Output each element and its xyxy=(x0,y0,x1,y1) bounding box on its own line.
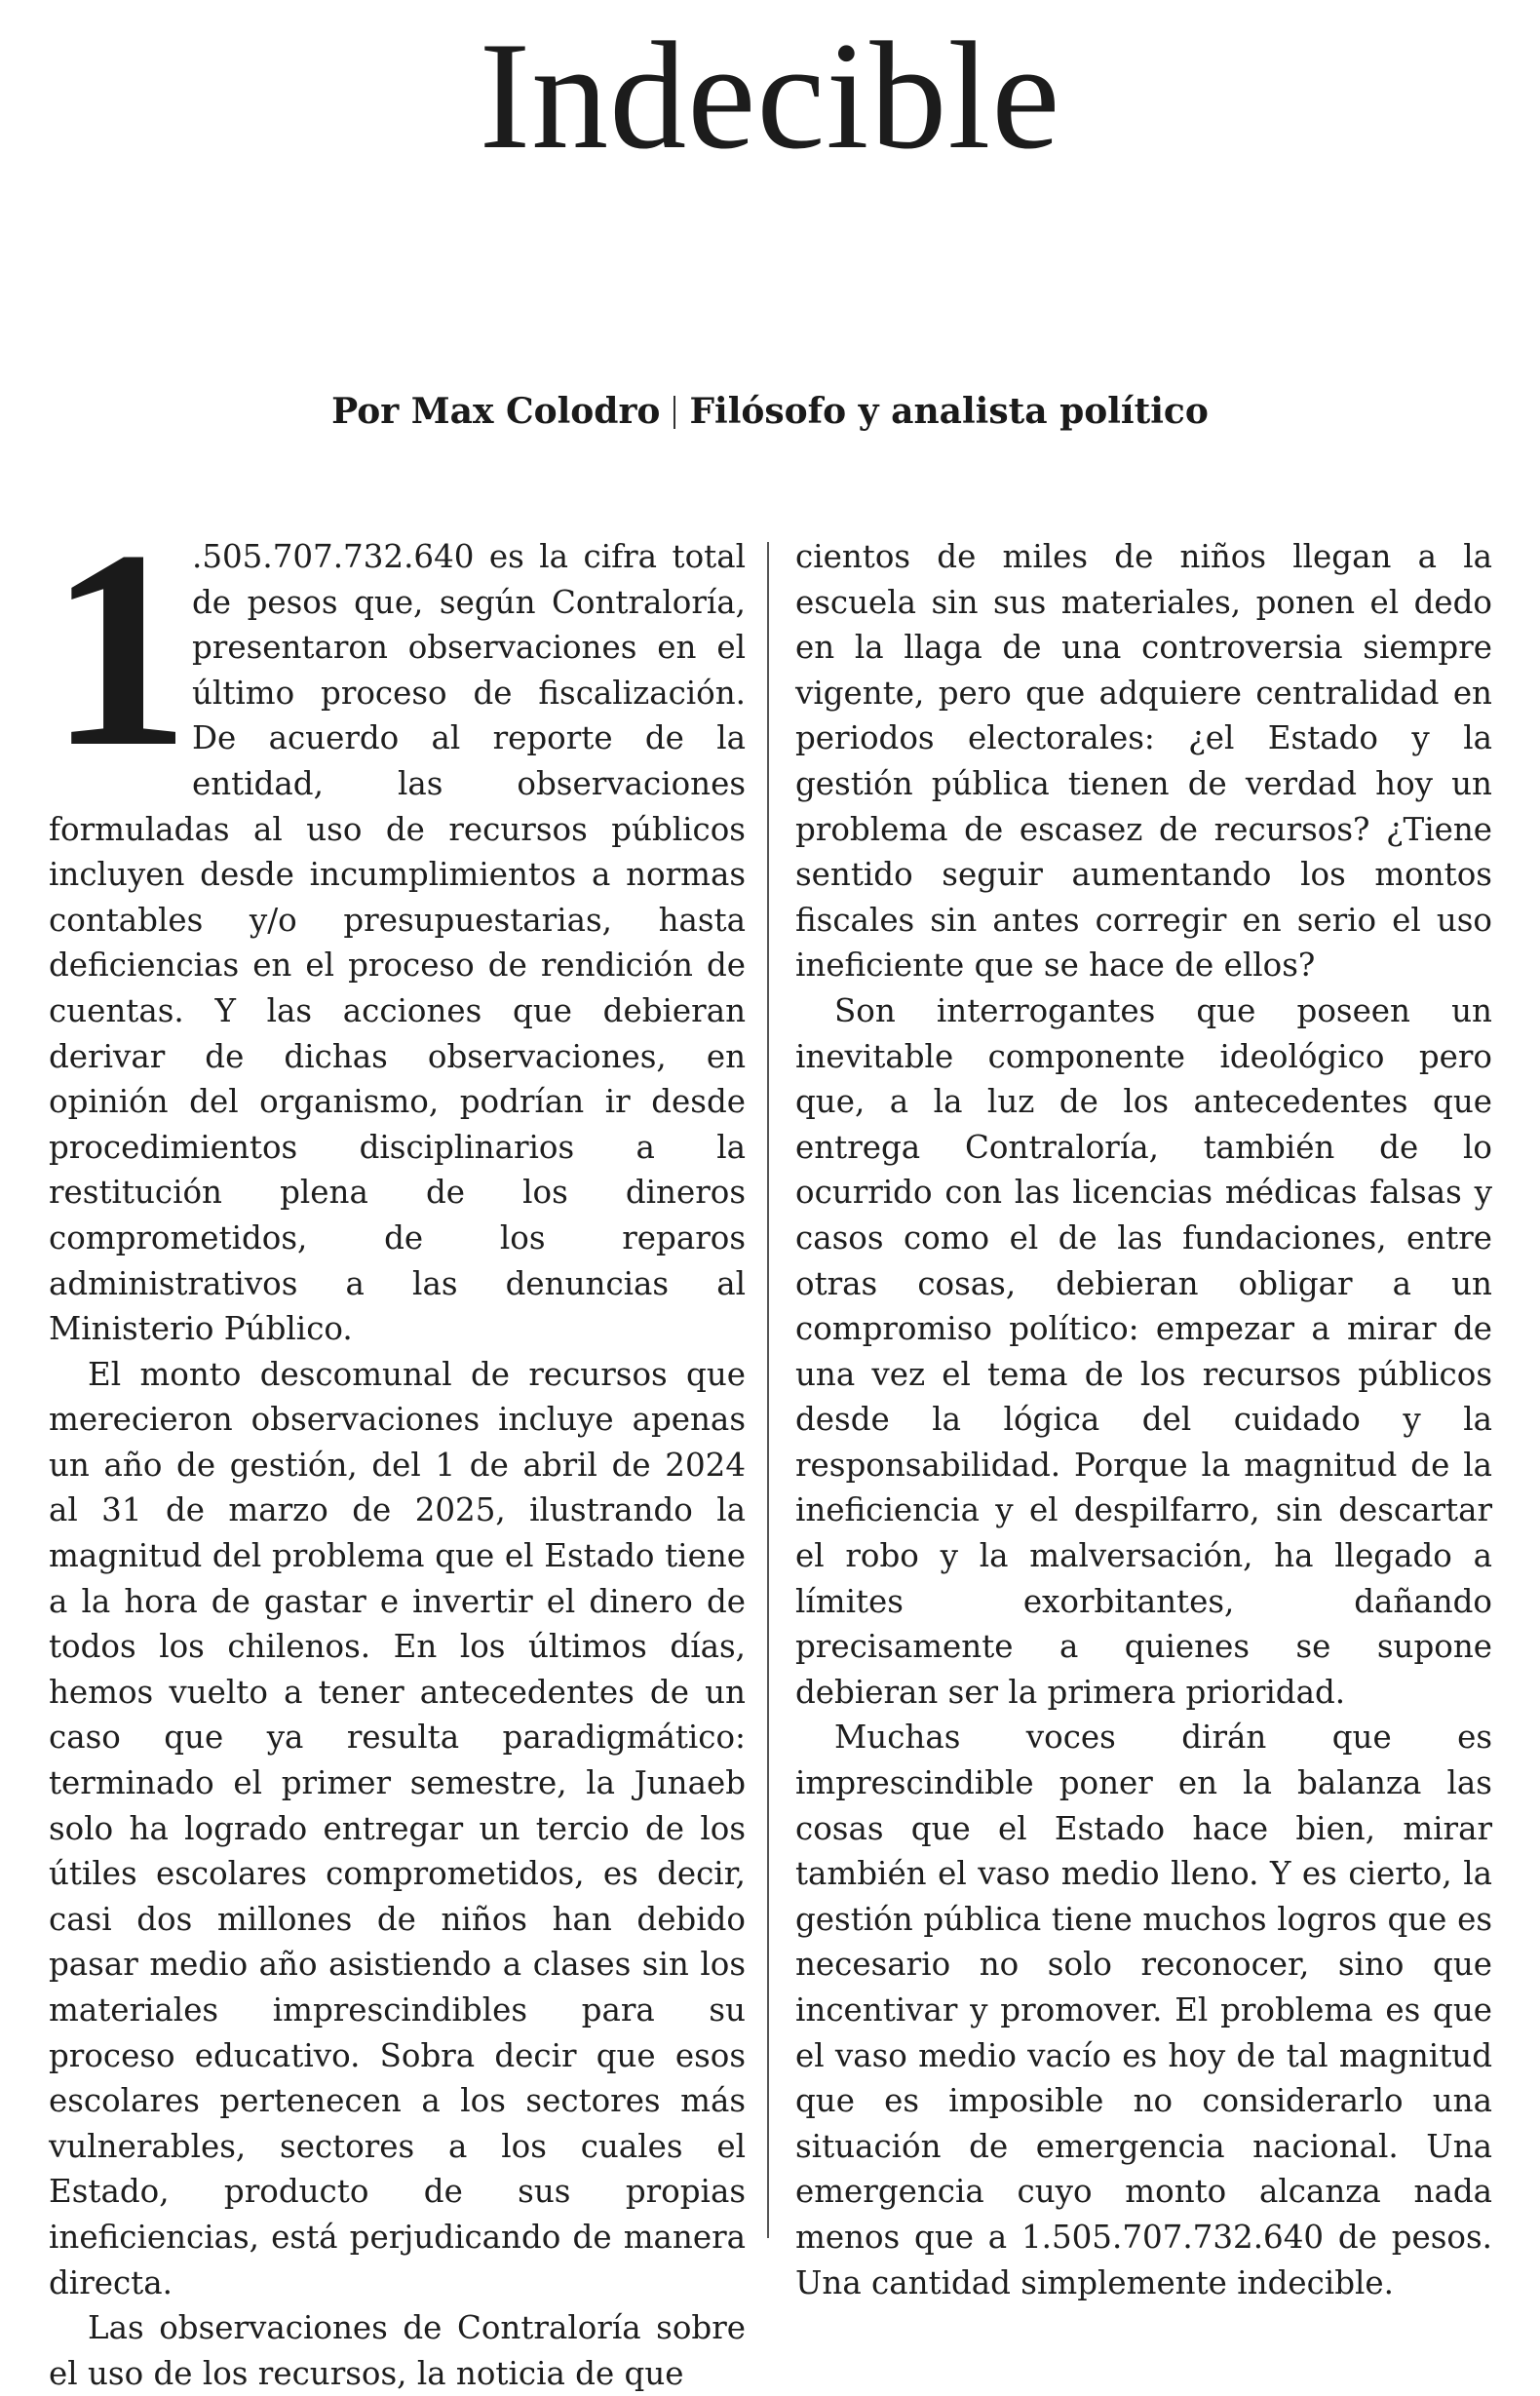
column-divider xyxy=(767,542,769,2238)
article-paragraph: cientos de miles de niños llegan a la escuela sin sus materiales, ponen el dedo en la llaga de una controversia siempre vigente, pero que adquiere centralidad en periodos electorales: ¿el Estado y la gestión pública tienen de verdad hoy un problema de escasez de recursos? ¿Tiene sentido seguir aumentando los montos fiscales sin antes corregir en serio el uso ineficiente que se hace de ellos? xyxy=(795,538,1492,985)
byline-separator xyxy=(674,396,675,429)
article-paragraph: Son interrogantes que poseen un inevitable componente ideológico pero que, a la luz de los antecedentes que entrega Contraloría, también de lo ocurrido con las licencias médicas falsas y casos como el de las fundaciones, entre otras cosas, debieran obligar a un compromiso político: empezar a mirar de una vez el tema de los recursos públicos desde la lógica del cuidado y la responsabilidad. Porque la magnitud de la ineficiencia y el despilfarro, sin descartar el robo y la malversación, ha llegado a límites exorbitantes, dañando precisamente a quienes se supone debieran ser la primera prioridad. xyxy=(795,991,1492,1711)
article-paragraph xyxy=(49,492,746,1352)
article-column-right xyxy=(795,534,1492,2305)
byline xyxy=(0,390,1540,433)
article-paragraph: Las observaciones de Contraloría sobre el uso de los recursos, la noticia de que xyxy=(49,2309,746,2392)
article-column-left xyxy=(49,492,746,2396)
paragraph-text: .505.707.732.640 es la cifra total de pesos que, según Contraloría, presentaron observaciones en el último proceso de fiscalización. De acuerdo al reporte de la entidad, las observaciones formuladas al uso de recursos públicos incluyen desde incumplimientos a normas contables y/o presupuestarias, hasta deficiencias en el proceso de rendición de cuentas. Y las acciones que debieran derivar de dichas observaciones, en opinión del organismo, podrían ir desde procedimientos disciplinarios a la restitución plena de los dineros comprometidos, de los reparos administrativos a las denuncias al Ministerio Público. xyxy=(49,538,746,1348)
article-paragraph: El monto descomunal de recursos que merecieron observaciones incluye apenas un año de gestión, del 1 de abril de 2024 al 31 de marzo de 2025, ilustrando la magnitud del problema que el Estado tiene a la hora de gastar e invertir el dinero de todos los chilenos. En los últimos días, hemos vuelto a tener antecedentes de un caso que ya resulta paradigmático: terminado el primer semestre, la Junaeb solo ha logrado entregar un tercio de los útiles escolares comprometidos, es decir, casi dos millones de niños han debido pasar medio año asistiendo a clases sin los materiales imprescindibles para su proceso educativo. Sobra decir que esos escolares pertenecen a los sectores más vulnerables, sectores a los cuales el Estado, producto de sus propias ineficiencias, está perjudicando de manera directa. xyxy=(49,1355,746,2301)
article-paragraph: Muchas voces dirán que es imprescindible poner en la balanza las cosas que el Estado hace bien, mirar también el vaso medio lleno. Y es cierto, la gestión pública tiene muchos logros que es necesario no solo reconocer, sino que incentivar y promover. El problema es que el vaso medio vacío es hoy de tal magnitud que es imposible no considerarlo una situación de emergencia nacional. Una emergencia cuyo monto alcanza nada menos que a 1.505.707.732.640 de pesos. Una cantidad simplemente indecible. xyxy=(795,1719,1492,2301)
byline-role: Filósofo y analista político xyxy=(689,391,1209,432)
article-headline: Indecible xyxy=(479,11,1061,181)
drop-cap: 1 xyxy=(49,492,190,805)
byline-author: Por Max Colodro xyxy=(331,391,661,432)
